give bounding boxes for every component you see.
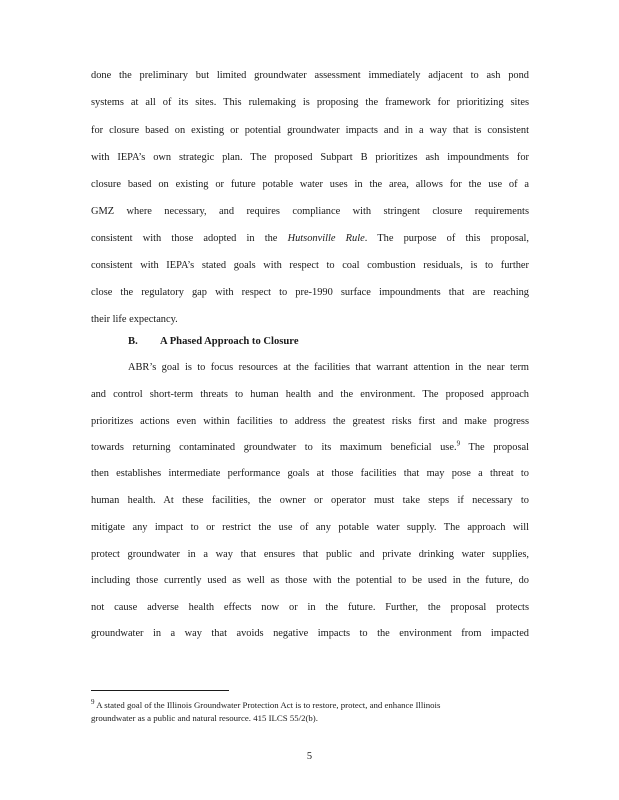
paragraph-line: done the preliminary but limited groundwater assessment immediately adjacent to ash pond [91,70,529,81]
paragraph-line: GMZ where necessary, and requires compliance with stringent closure requirements [91,206,529,217]
footnote-continuation: groundwater as a public and natural resource. 415 ILCS 55/2(b). [91,713,318,723]
paragraph-line: close the regulatory gap with respect to pre-1990 surface impoundments that are reaching [91,287,529,298]
footnote-number: 9 [91,698,95,707]
page-number: 5 [306,751,313,762]
paragraph-line: including those currently used as well as those with the potential to be used in the future, do [91,575,529,586]
paragraph-line: protect groundwater in a way that ensures that public and private drinking water supplies, [91,549,529,560]
text-segment: consistent with those adopted in the [91,233,278,244]
footnote-reference[interactable]: 9 [456,439,461,448]
paragraph-line: and control short-term threats to human health and the environment. The proposed approach [91,389,529,400]
paragraph-line: for closure based on existing or potential groundwater impacts and in a way that is consistent [91,125,529,136]
section-letter: B. [128,336,138,347]
paragraph-line: consistent with IEPA’s stated goals with respect to coal combustion residuals, is to further [91,260,529,271]
paragraph-line: closure based on existing or future potable water uses in the area, allows for the use of a [91,179,529,190]
section-title: A Phased Approach to Closure [160,336,299,347]
paragraph-line-with-case-citation [91,232,529,246]
footnote [91,699,440,711]
footnote-separator [91,690,229,691]
paragraph-line: mitigate any impact to or restrict the use of any potable water supply. The approach will [91,522,529,533]
paragraph-line: groundwater in a way that avoids negative impacts to the environment from impacted [91,628,529,639]
case-citation: Hutsonville Rule [287,233,365,244]
paragraph-line: human health. At these facilities, the owner or operator must take steps if necessary to [91,495,529,506]
paragraph-line-with-footnote-ref [91,441,529,455]
paragraph-line: systems at all of its sites. This rulemaking is proposing the framework for prioritizing sites [91,97,529,108]
text-segment: The proposal [460,442,529,453]
text-segment: towards returning contaminated groundwater to its maximum beneficial use. [91,442,457,453]
paragraph-line: not cause adverse health effects now or in the future. Further, the proposal protects [91,602,529,613]
paragraph-line: ABR’s goal is to focus resources at the facilities that warrant attention in the near term [128,362,529,373]
paragraph-line: with IEPA’s own strategic plan. The proposed Subpart B prioritizes ash impoundments for [91,152,529,163]
section-heading [128,335,299,349]
paragraph-line: then establishes intermediate performance goals at those facilities that may pose a threat to [91,468,529,479]
paragraph-line: their life expectancy. [91,314,178,325]
paragraph-line: prioritizes actions even within facilities to address the greatest risks first and make progress [91,416,529,427]
footnote-text: A stated goal of the Illinois Groundwater Protection Act is to restore, protect, and enhance Illinois [94,700,441,710]
text-segment: . The purpose of this proposal, [364,233,530,244]
